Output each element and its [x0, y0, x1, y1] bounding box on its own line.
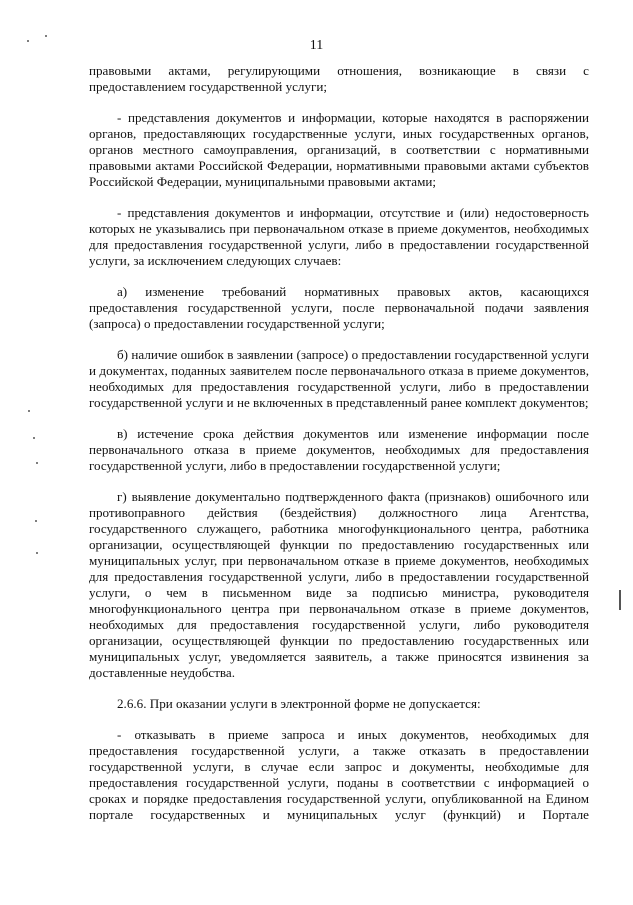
scan-speck: [36, 552, 38, 554]
scan-speck: [619, 590, 621, 610]
paragraph-item: в) истечение срока действия документов или изменение информации после первоначального отказа в приеме документов, необходимых для предоставления государственной услуги, либо в предоставлении государственной услуги;: [89, 426, 589, 473]
section-heading-paragraph: 2.6.6. При оказании услуги в электронной форме не допускается:: [117, 696, 481, 711]
document-body: [89, 63, 589, 823]
paragraph-item: а) изменение требований нормативных правовых актов, касающихся предоставления государственной услуги, после первоначальной подачи заявления (запроса) о предоставлении государственной услуги;: [89, 284, 589, 331]
paragraph-item: - представления документов и информации, которые находятся в распоряжении органов, предоставляющих государственные услуги, иных государственных органов, органов местного самоуправления, организаций, в соответствии с нормативными правовыми актами Российской Федерации, нормативными правовыми актами субъектов Российской Федерации, муниципальными правовыми актами;: [89, 110, 589, 189]
scan-speck: [27, 40, 29, 42]
paragraph-item: - отказывать в приеме запроса и иных документов, необходимых для предоставления государственной услуги, а также отказать в предоставлении государственной услуги, в случае если запрос и документы, необходимые для предоставления государственной услуги, поданы в соответствии с информацией о сроках и порядке предоставления государственной услуги, опубликованной на Едином портале государственных и муниципальных услуг (функций) и Портале: [89, 727, 589, 822]
scan-speck: [45, 35, 47, 37]
paragraph-item: б) наличие ошибок в заявлении (запросе) о предоставлении государственной услуги и документах, поданных заявителем после первоначального отказа в приеме документов, необходимых для предоставления государственной услуги, либо в предоставлении государственной услуги и не включенных в представленный ранее комплект документов;: [89, 347, 589, 410]
scan-speck: [33, 437, 35, 439]
scan-speck: [35, 520, 37, 522]
scan-speck: [28, 410, 30, 412]
paragraph-continuation: правовыми актами, регулирующими отношения, возникающие в связи с предоставлением государственной услуги;: [89, 63, 589, 94]
paragraph-item: г) выявление документально подтвержденного факта (признаков) ошибочного или противоправного действия (бездействия) должностного лица Агентства, государственного служащего, работника многофункционального центра, работника организации, осуществляющей функции по предоставлению государственных или муниципальных услуг, при первоначальном отказе в приеме документов, необходимых для предоставления государственной услуги, либо в предоставлении государственной услуги, о чем в письменном виде за подписью министра, руководителя многофункционального центра при первоначальном отказе в приеме документов, необходимых для предоставления государственной услуги, либо руководителя организации, осуществляющей функции по предоставлению государственных или муниципальных услуг, уведомляется заявитель, а также приносятся извинения за доставленные неудобства.: [89, 489, 589, 680]
scan-speck: [36, 462, 38, 464]
page-number: 11: [309, 38, 324, 53]
paragraph-item: - представления документов и информации, отсутствие и (или) недостоверность которых не указывались при первоначальном отказе в приеме документов, необходимых для предоставления государственной услуги, либо в предоставлении государственной услуги, за исключением следующих случаев:: [89, 205, 589, 268]
